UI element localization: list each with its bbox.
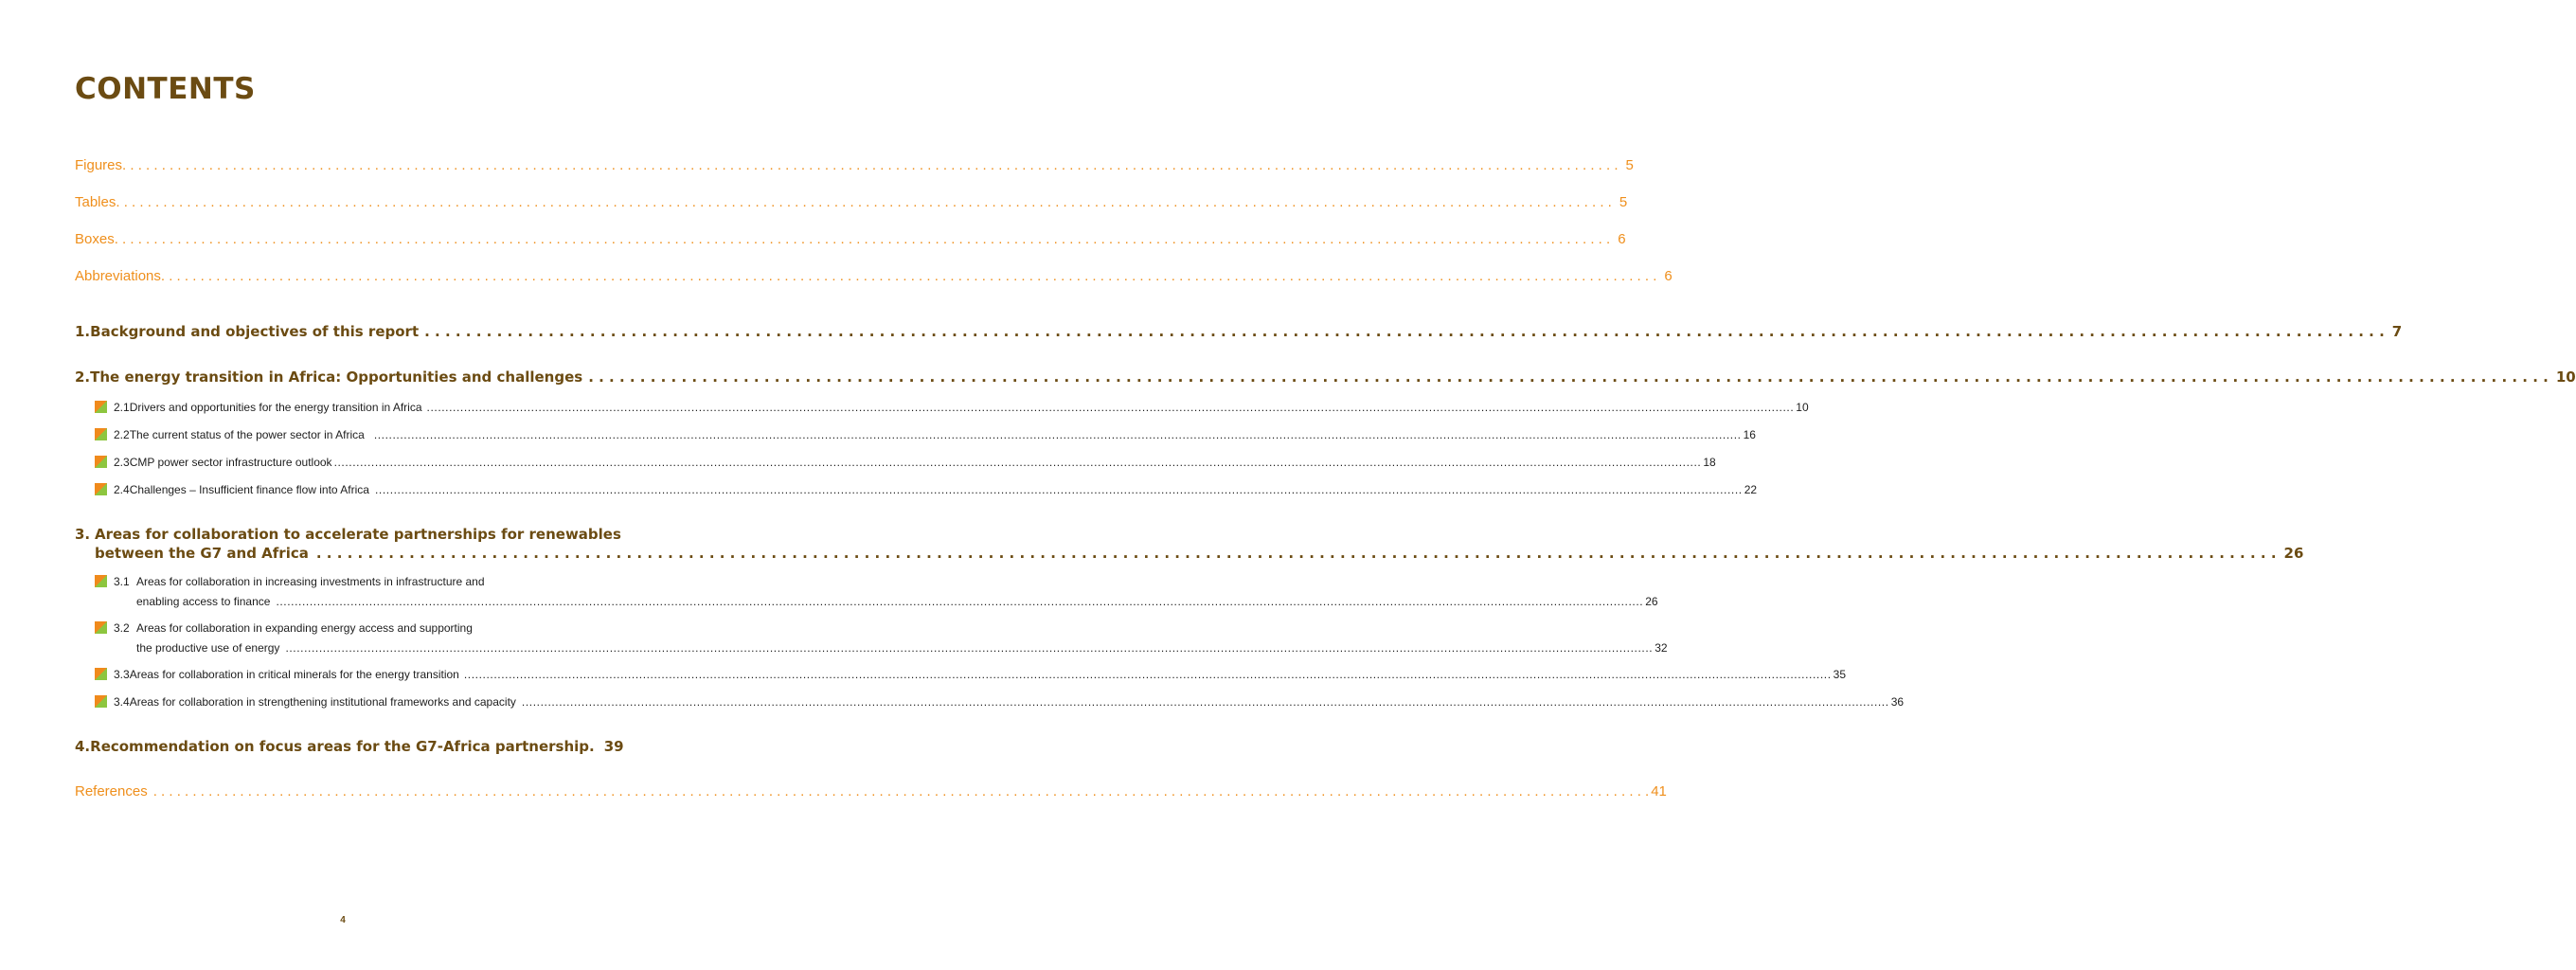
toc-chapter-4[interactable]: [75, 738, 624, 755]
section-number: 3.1: [114, 575, 130, 588]
section-title-line1: Areas for collaboration in expanding energy access and supporting: [136, 621, 473, 635]
chapter-number: 3.: [75, 526, 91, 543]
toc-entry-page: 5: [1625, 157, 1634, 173]
toc-entry-page: 5: [1619, 194, 1628, 210]
toc-entry-label: Figures: [75, 157, 123, 173]
section-bullet-icon: [95, 575, 107, 587]
section-title-line1: Areas for collaboration in increasing investments in infrastructure and: [136, 575, 485, 588]
toc-entry-page: 6: [1664, 268, 1673, 284]
toc-entry-boxes[interactable]: [75, 231, 1626, 247]
chapter-title: Background and objectives of this report: [90, 323, 420, 340]
section-page: 18: [1703, 456, 1716, 469]
section-page: 26: [1645, 595, 1658, 608]
section-page: 10: [1796, 401, 1809, 414]
toc-entry-tables[interactable]: [75, 194, 1628, 210]
toc-section-2-3[interactable]: [95, 454, 1716, 469]
chapter-title-line2: between the G7 and Africa: [95, 545, 309, 562]
section-number: 2.2: [114, 428, 130, 441]
section-page: 36: [1890, 695, 1905, 709]
toc-entry-label: References: [75, 783, 148, 799]
section-number: 3.2: [114, 621, 130, 635]
toc-chapter-1[interactable]: [75, 323, 2403, 340]
toc-section-2-1[interactable]: [95, 399, 1809, 414]
toc-section-2-2[interactable]: [95, 426, 1756, 441]
section-title: Drivers and opportunities for the energy transition in Africa: [129, 401, 422, 414]
chapter-page: 7: [2391, 323, 2403, 340]
chapter-title: The energy transition in Africa: Opportunities and challenges: [90, 368, 583, 386]
section-title: Areas for collaboration in strengthening institutional frameworks and capacity: [129, 695, 516, 709]
chapter-number: 2.: [75, 368, 91, 386]
chapter-page: 39: [603, 738, 624, 755]
toc-entry-references[interactable]: [75, 783, 1667, 799]
toc-entry-abbreviations[interactable]: [75, 268, 1673, 284]
section-page: 35: [1833, 668, 1846, 681]
toc-section-3-4[interactable]: [95, 693, 1905, 709]
section-number: 2.3: [114, 456, 130, 469]
section-bullet-icon: [95, 621, 107, 634]
section-bullet-icon: [95, 695, 107, 708]
toc-entry-page: 41: [1651, 783, 1667, 799]
toc-section-3-1[interactable]: [95, 573, 1658, 608]
section-title: CMP power sector infrastructure outlook: [129, 456, 332, 469]
section-bullet-icon: [95, 456, 107, 468]
page-title: CONTENTS: [75, 72, 256, 106]
chapter-page: 26: [2283, 545, 2304, 562]
section-bullet-icon: [95, 428, 107, 440]
toc-section-2-4[interactable]: [95, 481, 1758, 496]
section-number: 3.3: [114, 668, 130, 681]
section-bullet-icon: [95, 483, 107, 495]
section-number: 2.4: [114, 483, 130, 496]
section-title: The current status of the power sector in Africa: [129, 428, 365, 441]
chapter-title: Recommendation on focus areas for the G7-Africa partnership.: [90, 738, 595, 755]
section-title: Challenges – Insufficient finance flow into Africa: [129, 483, 369, 496]
section-bullet-icon: [95, 401, 107, 413]
section-bullet-icon: [95, 668, 107, 680]
chapter-number: 1.: [75, 323, 91, 340]
toc-entry-label: Boxes: [75, 231, 115, 247]
toc-section-3-2[interactable]: [95, 620, 1668, 655]
section-page: 32: [1655, 641, 1668, 655]
chapter-page: 10: [2555, 368, 2576, 386]
toc-entry-figures[interactable]: [75, 157, 1634, 173]
section-number: 2.1: [114, 401, 130, 414]
section-page: 16: [1743, 428, 1756, 441]
section-title-line2: enabling access to finance: [136, 595, 271, 608]
toc-entry-page: 6: [1618, 231, 1626, 247]
chapter-number: 4.: [75, 738, 91, 755]
chapter-title-line1: Areas for collaboration to accelerate partnerships for renewables: [95, 526, 621, 543]
section-title: Areas for collaboration in critical minerals for the energy transition: [129, 668, 459, 681]
toc-chapter-2[interactable]: [75, 368, 2576, 386]
page-number: 4: [340, 915, 346, 925]
toc-section-3-3[interactable]: [95, 666, 1846, 681]
section-title-line2: the productive use of energy: [136, 641, 280, 655]
toc-entry-label: Tables: [75, 194, 116, 210]
section-number: 3.4: [114, 695, 130, 709]
toc-entry-label: Abbreviations: [75, 268, 161, 284]
section-page: 22: [1744, 483, 1758, 496]
